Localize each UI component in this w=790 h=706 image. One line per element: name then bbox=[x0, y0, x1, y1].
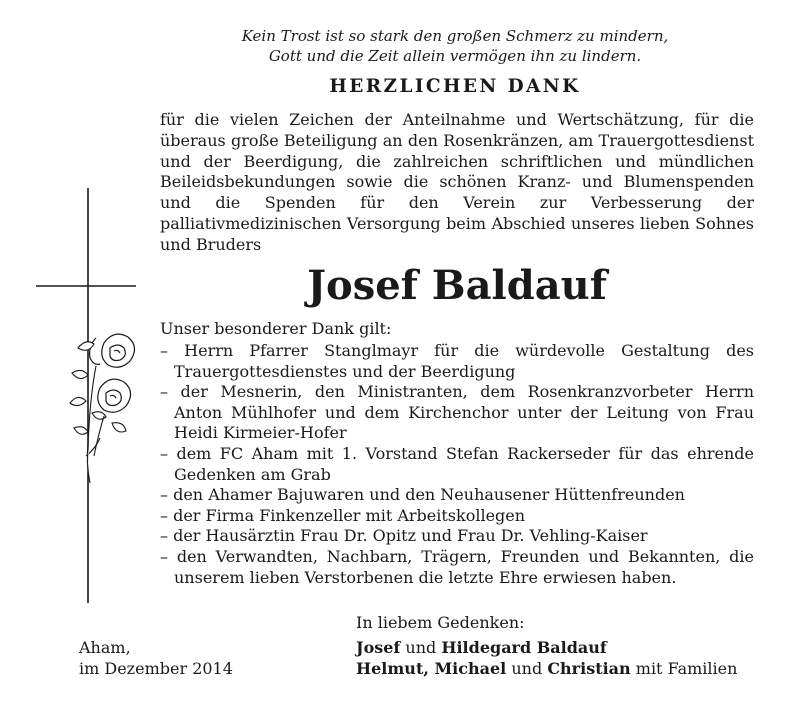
signature-name: Helmut, Michael bbox=[356, 659, 507, 678]
signature-name: Josef bbox=[356, 638, 401, 657]
list-item: – Herrn Pfarrer Stanglmayr für die würdevolle Gestaltung des Trauergottesdienstes und der Beerdigung bbox=[160, 341, 754, 381]
cross-with-roses-icon bbox=[30, 188, 160, 608]
intro-paragraph: für die vielen Zeichen der Anteilnahme und Wertschätzung, für die überaus große Beteiligung an den Rosenkränzen, am Trauergottesdienst und der Beerdigung, die zahlreichen schriftlichen und mündlichen Beileidsbekundungen sowie die schönen Kranz- und Blumenspenden und die Spenden für den Verein zur Verbesserung der palliativmedizinischen Versorgung beim Abschied unseres lieben Sohnes und Bruders bbox=[160, 110, 754, 254]
motto-line-1: Kein Trost ist so stark den großen Schmerz zu mindern, bbox=[241, 27, 669, 45]
motto-line-2: Gott und die Zeit allein vermögen ihn zu lindern. bbox=[268, 47, 642, 65]
signature-line-1 bbox=[356, 637, 607, 658]
thanks-title: Unser besonderer Dank gilt: bbox=[160, 319, 392, 338]
motto bbox=[160, 26, 750, 66]
list-item: – dem FC Aham mit 1. Vorstand Stefan Rackerseder für das ehrende Gedenken am Grab bbox=[160, 443, 754, 484]
signature-conjunction: und bbox=[405, 638, 437, 657]
rose-icon bbox=[98, 379, 131, 412]
signature-suffix: mit Familien bbox=[635, 659, 738, 678]
deceased-name: Josef Baldauf bbox=[307, 262, 607, 309]
place: Aham, bbox=[79, 638, 131, 657]
rose-icon bbox=[90, 334, 135, 367]
signature-conjunction: und bbox=[511, 659, 543, 678]
list-item: – den Ahamer Bajuwaren und den Neuhausener Hüttenfreunden bbox=[160, 485, 685, 505]
signature-name: Christian bbox=[547, 659, 631, 678]
signature-name: Hildegard Baldauf bbox=[441, 638, 607, 657]
gedenken-label: In liebem Gedenken: bbox=[356, 613, 525, 632]
list-item: – der Hausärztin Frau Dr. Opitz und Frau Dr. Vehling-Kaiser bbox=[160, 526, 648, 546]
list-item: – der Mesnerin, den Ministranten, dem Rosenkranzvorbeter Herrn Anton Mühlhofer und dem Kirchenchor unter der Leitung von Frau Heidi Kirmeier-Hofer bbox=[160, 382, 754, 443]
page-title: HERZLICHEN DANK bbox=[329, 76, 581, 97]
thanks-list bbox=[160, 341, 754, 588]
list-item: – der Firma Finkenzeller mit Arbeitskollegen bbox=[160, 505, 526, 525]
date: im Dezember 2014 bbox=[79, 659, 233, 678]
list-item: – den Verwandten, Nachbarn, Trägern, Freunden und Bekannten, die unserem lieben Verstorbenen die letzte Ehre erwiesen haben. bbox=[160, 546, 754, 587]
signature-line-2 bbox=[356, 658, 737, 679]
